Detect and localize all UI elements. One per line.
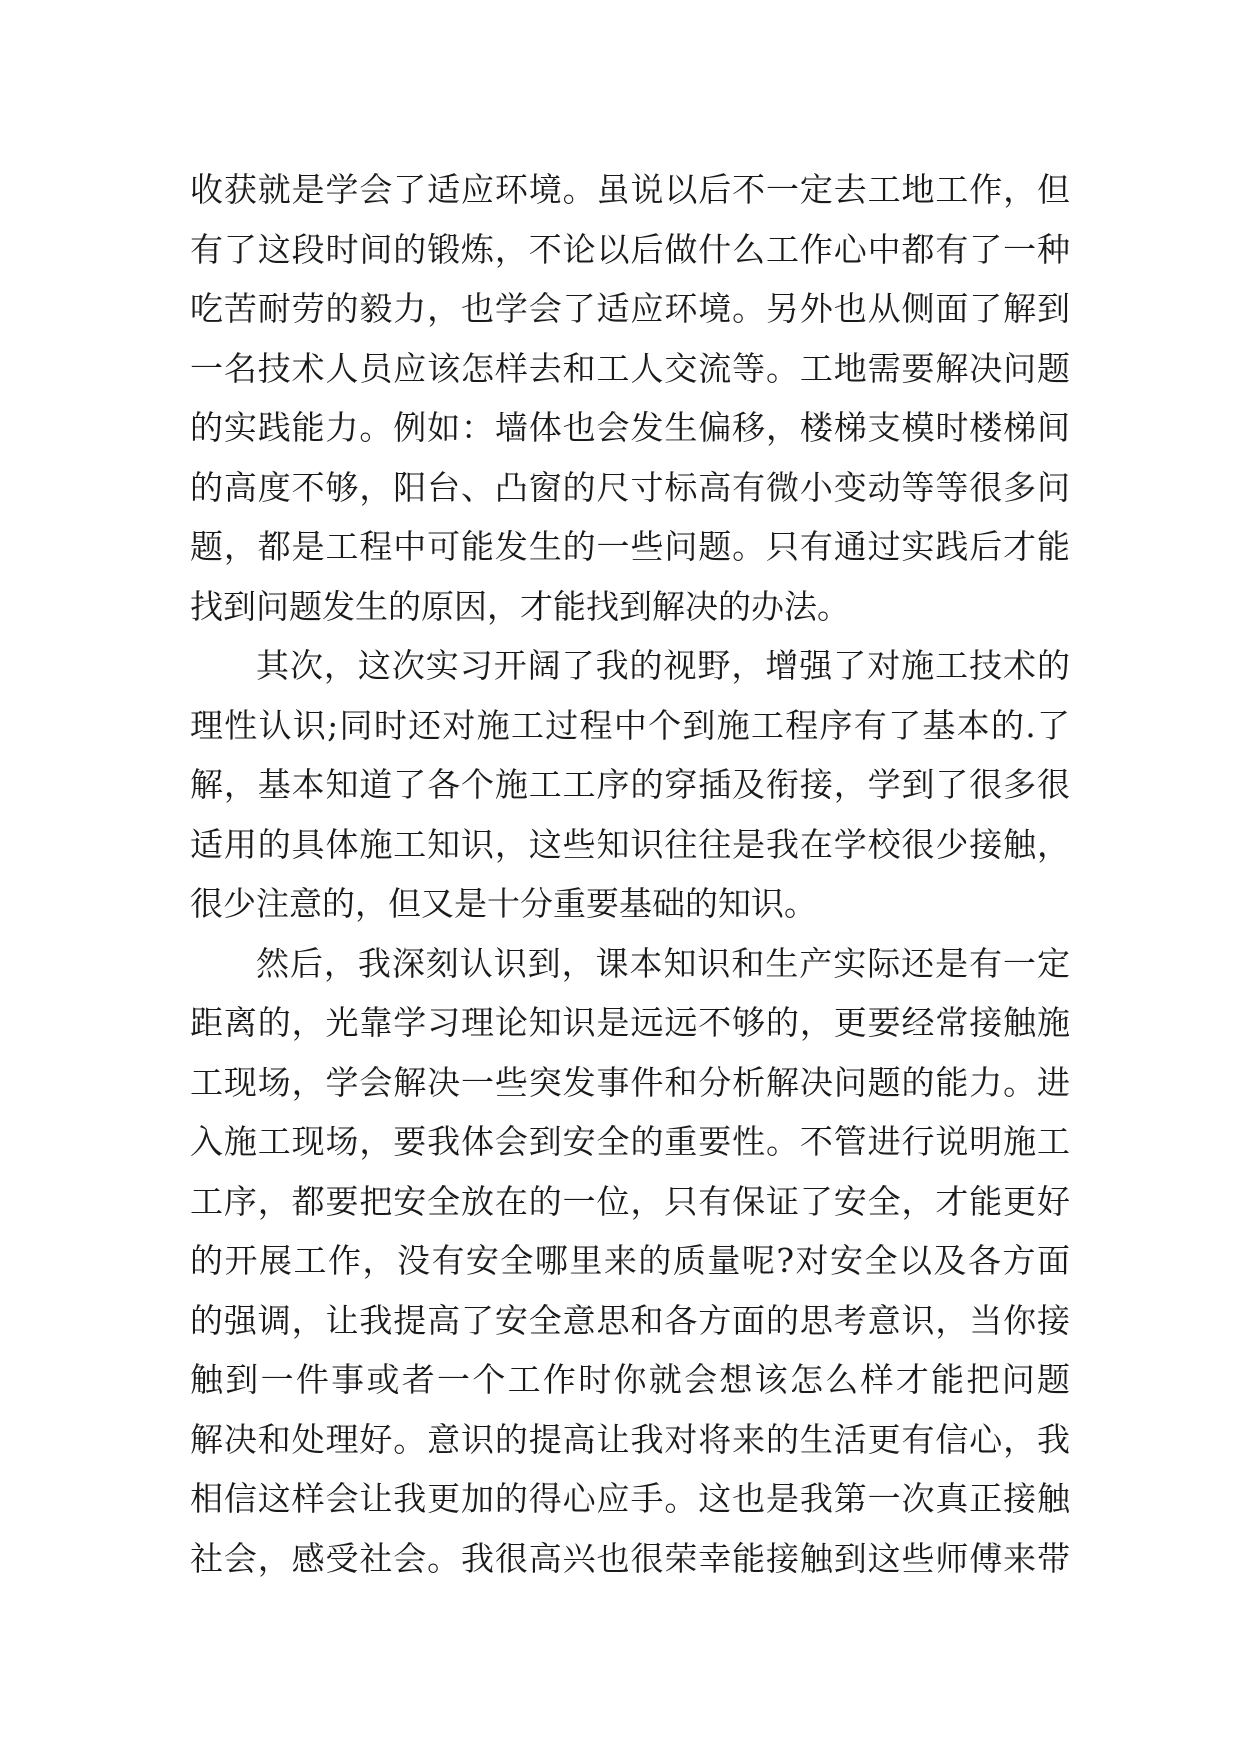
text-line: 距离的，光靠学习理论知识是远远不够的，更要经常接触施: [190, 1003, 1070, 1042]
text-line: 有了这段时间的锻炼，不论以后做什么工作心中都有了一种: [190, 229, 1070, 269]
text-line: 找到问题发生的原因，才能找到解决的办法。: [190, 586, 850, 626]
text-line: 的实践能力。例如：墙体也会发生偏移，楼梯支模时楼梯间: [190, 408, 1070, 447]
text-line: 一名技术人员应该怎样去和工人交流等。工地需要解决问题: [190, 348, 1070, 388]
text-line: 社会，感受社会。我很高兴也很荣幸能接触到这些师傅来带: [190, 1538, 1070, 1578]
text-line: 入施工现场，要我体会到安全的重要性。不管进行说明施工: [190, 1122, 1070, 1161]
text-line: 收获就是学会了适应环境。虽说以后不一定去工地工作，但: [190, 170, 1070, 209]
text-line: 工序，都要把安全放在的一位，只有保证了安全，才能更好: [190, 1181, 1070, 1221]
text-line: 适用的具体施工知识，这些知识往往是我在学校很少接触，: [190, 824, 1070, 864]
text-line: 吃苦耐劳的毅力，也学会了适应环境。另外也从侧面了解到: [190, 289, 1070, 328]
text-line: 理性认识;同时还对施工过程中个到施工程序有了基本的.了: [190, 705, 1070, 745]
text-line: 题，都是工程中可能发生的一些问题。只有通过实践后才能: [190, 527, 1070, 566]
body-text: [190, 160, 1070, 1588]
paragraph-first-line: 然后，我深刻认识到，课本知识和生产实际还是有一定: [256, 943, 1070, 983]
text-line: 解，基本知道了各个施工工序的穿插及衔接，学到了很多很: [190, 765, 1070, 804]
text-line: 相信这样会让我更加的得心应手。这也是我第一次真正接触: [190, 1479, 1070, 1518]
text-line: 很少注意的，但又是十分重要基础的知识。: [190, 884, 817, 923]
text-line: 触到一件事或者一个工作时你就会想该怎么样才能把问题: [190, 1360, 1070, 1399]
text-line: 的高度不够，阳台、凸窗的尺寸标高有微小变动等等很多问: [190, 467, 1070, 507]
text-line: 解决和处理好。意识的提高让我对将来的生活更有信心，我: [190, 1419, 1070, 1459]
text-line: 的开展工作，没有安全哪里来的质量呢?对安全以及各方面: [190, 1241, 1070, 1280]
text-line: 的强调，让我提高了安全意思和各方面的思考意识，当你接: [190, 1300, 1070, 1340]
paragraph-first-line: 其次，这次实习开阔了我的视野，增强了对施工技术的: [256, 646, 1070, 685]
text-line: 工现场，学会解决一些突发事件和分析解决问题的能力。进: [190, 1062, 1070, 1102]
